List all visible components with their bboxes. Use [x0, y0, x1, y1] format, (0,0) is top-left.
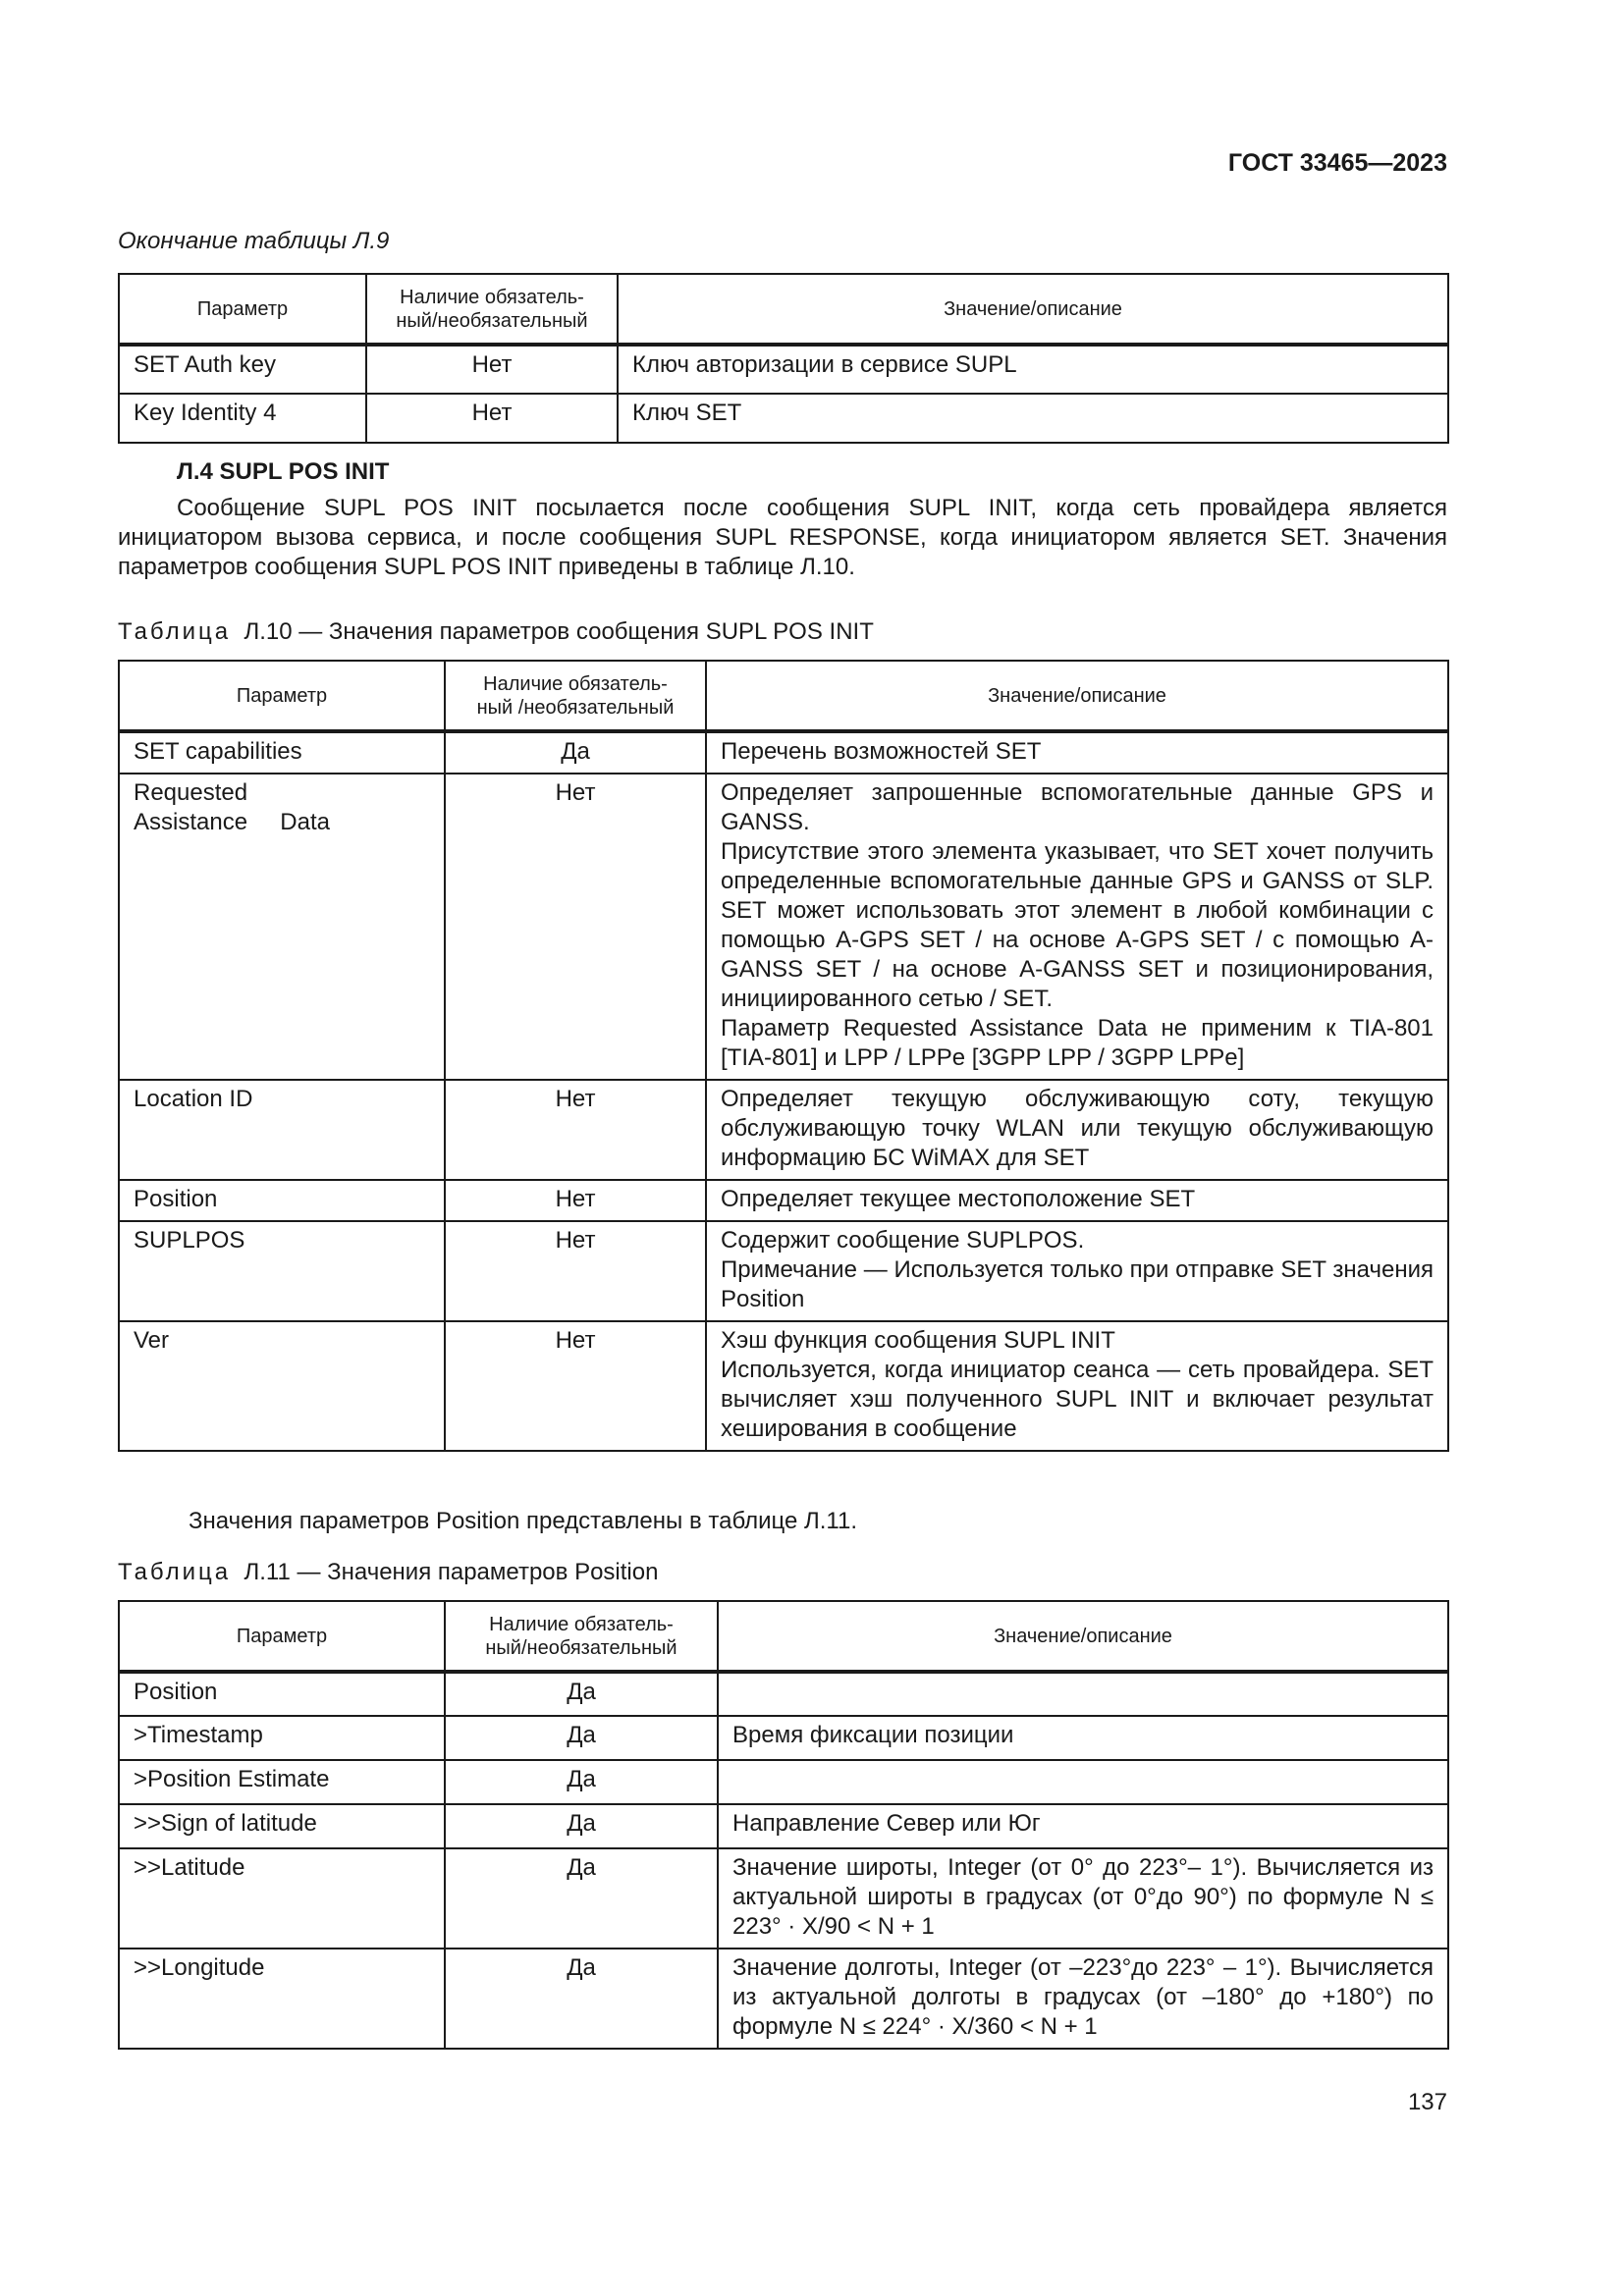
table-row [119, 394, 1448, 443]
table10-req: Нет [445, 1321, 706, 1451]
table10-col-req: Наличие обязатель- ный /необязательный [445, 661, 706, 731]
table-l9 [118, 273, 1449, 444]
table11-col-desc: Значение/описание [718, 1601, 1448, 1672]
table10-desc: Определяет запрошенные вспомогательные данные GPS и GANSS. Присутствие этого элемента указывает, что SET хочет получить определенные вспомогательные данные GPS и GANSS от SLP. SET может использовать этот элемент в любой комбинации с помощью A-GPS SET / на основе A-GPS SET / с помощью A-GANSS SET / на основе A-GANSS SET и позиционирования, инициированного сетью / SET. Параметр Requested Assistance Data не применим к TIA-801 [TIA-801] и LPP / LPPe [3GPP LPP / 3GPP LPPe] [706, 774, 1448, 1080]
table9-col-param: Параметр [119, 274, 366, 345]
table10-req: Нет [445, 1080, 706, 1180]
table9-cell: SET Auth key [119, 345, 366, 394]
table-row [119, 1949, 1448, 2049]
table10-desc: Перечень возможностей SET [706, 731, 1448, 774]
table11-desc [718, 1672, 1448, 1716]
table10-req: Нет [445, 774, 706, 1080]
table11-param: Position [119, 1672, 445, 1716]
table10-req: Нет [445, 1221, 706, 1321]
table11-desc: Направление Север или Юг [718, 1804, 1448, 1848]
table9-cell: Нет [366, 394, 618, 443]
table11-req: Да [445, 1848, 718, 1949]
table-row [119, 1321, 1448, 1451]
table9-cell: Key Identity 4 [119, 394, 366, 443]
table10-param: Requested Assistance Data [119, 774, 445, 1080]
table-row [119, 1221, 1448, 1321]
table10-desc: Хэш функция сообщения SUPL INIT Используется, когда инициатор сеанса — сеть провайдера. SET вычисляет хэш полученного SUPL INIT и включает результат хеширования в сообщение [706, 1321, 1448, 1451]
table9-col-desc: Значение/описание [618, 274, 1448, 345]
table9-cell: Нет [366, 345, 618, 394]
table11-desc: Время фиксации позиции [718, 1716, 1448, 1760]
table10-req: Да [445, 731, 706, 774]
table10-desc: Определяет текущую обслуживающую соту, текущую обслуживающую точку WLAN или текущую обслуживающую информацию БС WiMAX для SET [706, 1080, 1448, 1180]
table11-req: Да [445, 1760, 718, 1804]
table11-param: >>Longitude [119, 1949, 445, 2049]
table-row [119, 1180, 1448, 1221]
table-row [119, 1848, 1448, 1949]
table-row [119, 1716, 1448, 1760]
table9-cell: Ключ SET [618, 394, 1448, 443]
table11-req: Да [445, 1949, 718, 2049]
table-row [119, 731, 1448, 774]
table11-col-req: Наличие обязатель- ный/необязательный [445, 1601, 718, 1672]
table10-desc: Определяет текущее местоположение SET [706, 1180, 1448, 1221]
table11-desc [718, 1760, 1448, 1804]
table10-param: Position [119, 1180, 445, 1221]
position-intro-paragraph: Значения параметров Position представлены в таблице Л.11. [189, 1508, 858, 1534]
document-id: ГОСТ 33465—2023 [1227, 149, 1447, 177]
table11-param: >>Latitude [119, 1848, 445, 1949]
table11-req: Да [445, 1804, 718, 1848]
table11-req: Да [445, 1716, 718, 1760]
table-row [119, 345, 1448, 394]
table11-param: >>Sign of latitude [119, 1804, 445, 1848]
table10-param: SET capabilities [119, 731, 445, 774]
table10-caption: Таблица Л.10 — Значения параметров сообщения SUPL POS INIT [118, 618, 874, 645]
table11-param: >Timestamp [119, 1716, 445, 1760]
table10-param: SUPLPOS [119, 1221, 445, 1321]
table11-req: Да [445, 1672, 718, 1716]
table-row [119, 774, 1448, 1080]
table10-param: Location ID [119, 1080, 445, 1180]
table9-col-req: Наличие обязатель- ный/необязательный [366, 274, 618, 345]
table9-cell: Ключ авторизации в сервисе SUPL [618, 345, 1448, 394]
section-title: Л.4 SUPL POS INIT [177, 458, 390, 485]
table9-caption: Окончание таблицы Л.9 [118, 228, 390, 254]
table10-col-desc: Значение/описание [706, 661, 1448, 731]
section-paragraph: Сообщение SUPL POS INIT посылается после сообщения SUPL INIT, когда сеть провайдера является инициатором вызова сервиса, и после сообщения SUPL RESPONSE, когда инициатором является SET. Значения параметров сообщения SUPL POS INIT приведены в таблице Л.10. [118, 495, 1447, 580]
table10-col-param: Параметр [119, 661, 445, 731]
table10-param: Ver [119, 1321, 445, 1451]
table11-desc: Значение долготы, Integer (от –223°до 223° – 1°). Вычисляется из актуальной долготы в градусах (от –180° до +180°) по формуле N ≤ 224° · X/360 < N + 1 [718, 1949, 1448, 2049]
page-number: 137 [1407, 2089, 1447, 2115]
table-l11 [118, 1600, 1449, 2050]
table-row [119, 1804, 1448, 1848]
table-row [119, 1080, 1448, 1180]
table10-desc: Содержит сообщение SUPLPOS. Примечание — Используется только при отправке SET значения Position [706, 1221, 1448, 1321]
table-l10 [118, 660, 1449, 1452]
table11-desc: Значение широты, Integer (от 0° до 223°– 1°). Вычисляется из актуальной широты в градусах (от 0°до 90°) по формуле N ≤ 223° · X/90 < N + 1 [718, 1848, 1448, 1949]
table11-col-param: Параметр [119, 1601, 445, 1672]
table-row [119, 1672, 1448, 1716]
table11-param: >Position Estimate [119, 1760, 445, 1804]
table-row [119, 1760, 1448, 1804]
table11-caption: Таблица Л.11 — Значения параметров Position [118, 1559, 659, 1585]
table10-req: Нет [445, 1180, 706, 1221]
